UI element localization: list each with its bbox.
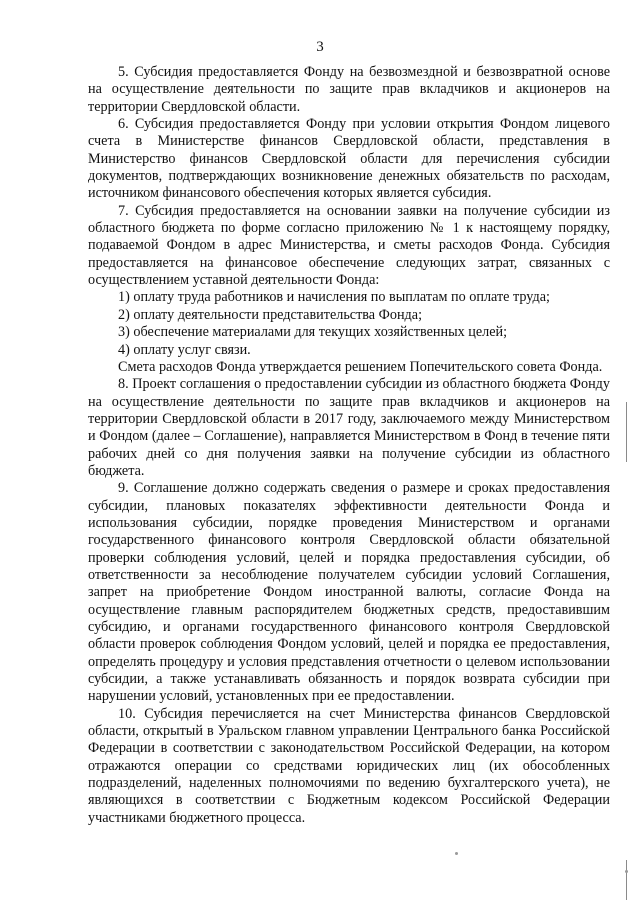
scan-edge-mark: [626, 402, 627, 462]
document-body: [88, 64, 610, 827]
list-item-3: 3) обеспечение материалами для текущих хозяйственных целей;: [118, 324, 508, 341]
paragraph-estimate: Смета расходов Фонда утверждается решением Попечительского совета Фонда.: [118, 358, 603, 375]
scan-speck: [455, 852, 458, 855]
list-item-1: 1) оплату труда работников и начисления по выплатам по оплате труда;: [118, 289, 550, 306]
scan-speck: [625, 870, 628, 873]
page-number: 3: [316, 39, 324, 55]
paragraph-5: 5. Субсидия предоставляется Фонду на безвозмездной и безвозвратной основе на осуществление деятельности по защите прав вкладчиков и акционеров на территории Свердловской области.: [88, 64, 610, 115]
paragraph-6: 6. Субсидия предоставляется Фонду при условии открытия Фондом лицевого счета в Министерстве финансов Свердловской области, представления в Министерство финансов Свердловской области для перечисления субсидии документов, подтверждающих возникновение денежных обязательств по расходам, источником финансового обеспечения которых является субсидия.: [88, 116, 610, 202]
paragraph-7: 7. Субсидия предоставляется на основании заявки на получение субсидии из областного бюджета по форме согласно приложению № 1 к настоящему порядку, подаваемой Фондом в адрес Министерства, и сметы расходов Фонда. Субсидия предоставляется на финансовое обеспечение следующих затрат, связанных с осуществлением уставной деятельности Фонда:: [88, 202, 610, 289]
list-item-4: 4) оплату услуг связи.: [118, 341, 251, 358]
paragraph-10: 10. Субсидия перечисляется на счет Министерства финансов Свердловской области, открытый в Уральском главном управлении Центрального банка Российской Федерации в соответствии с законодательством Российской Федерации, на котором отражаются операции со средствами юридических лиц (их обособленных подразделений, наделенных полномочиями по ведению бухгалтерского учета), не являющихся в соответствии с Бюджетным кодексом Российской Федерации участниками бюджетного процесса.: [88, 705, 610, 826]
list-item-2: 2) оплату деятельности представительства Фонда;: [118, 306, 423, 323]
paragraph-9: 9. Соглашение должно содержать сведения о размере и сроках предоставления субсидии, плановых показателях эффективности деятельности Фонда и использования субсидии, порядке проведения Министерством и органами государственного финансового контроля Свердловской области обязательной проверки соблюдения условий, целей и порядка предоставления субсидии, об ответственности за несоблюдение получателем субсидии условий Соглашения, запрет на приобретение Фондом иностранной валюты, согласие Фонда на осуществление главным распорядителем бюджетных средств, предоставившим субсидию, и органами государственного финансового контроля Свердловской области проверок соблюдения Фондом условий, целей и порядка ее предоставления, определять процедуру и условия представления отчетности о целевом использовании субсидии, а также устанавливать обязанность и порядок возврата субсидии при нарушении условий, установленных при ее предоставлении.: [88, 480, 610, 705]
paragraph-8: 8. Проект соглашения о предоставлении субсидии из областного бюджета Фонду на осуществление деятельности по защите прав вкладчиков и акционеров на территории Свердловской области в 2017 году, заключаемого между Министерством и Фондом (далее – Соглашение), направляется Министерством в Фонд в течение пяти рабочих дней со дня получения заявки на получение субсидии из областного бюджета.: [88, 376, 610, 479]
scan-edge-mark: [626, 860, 627, 900]
